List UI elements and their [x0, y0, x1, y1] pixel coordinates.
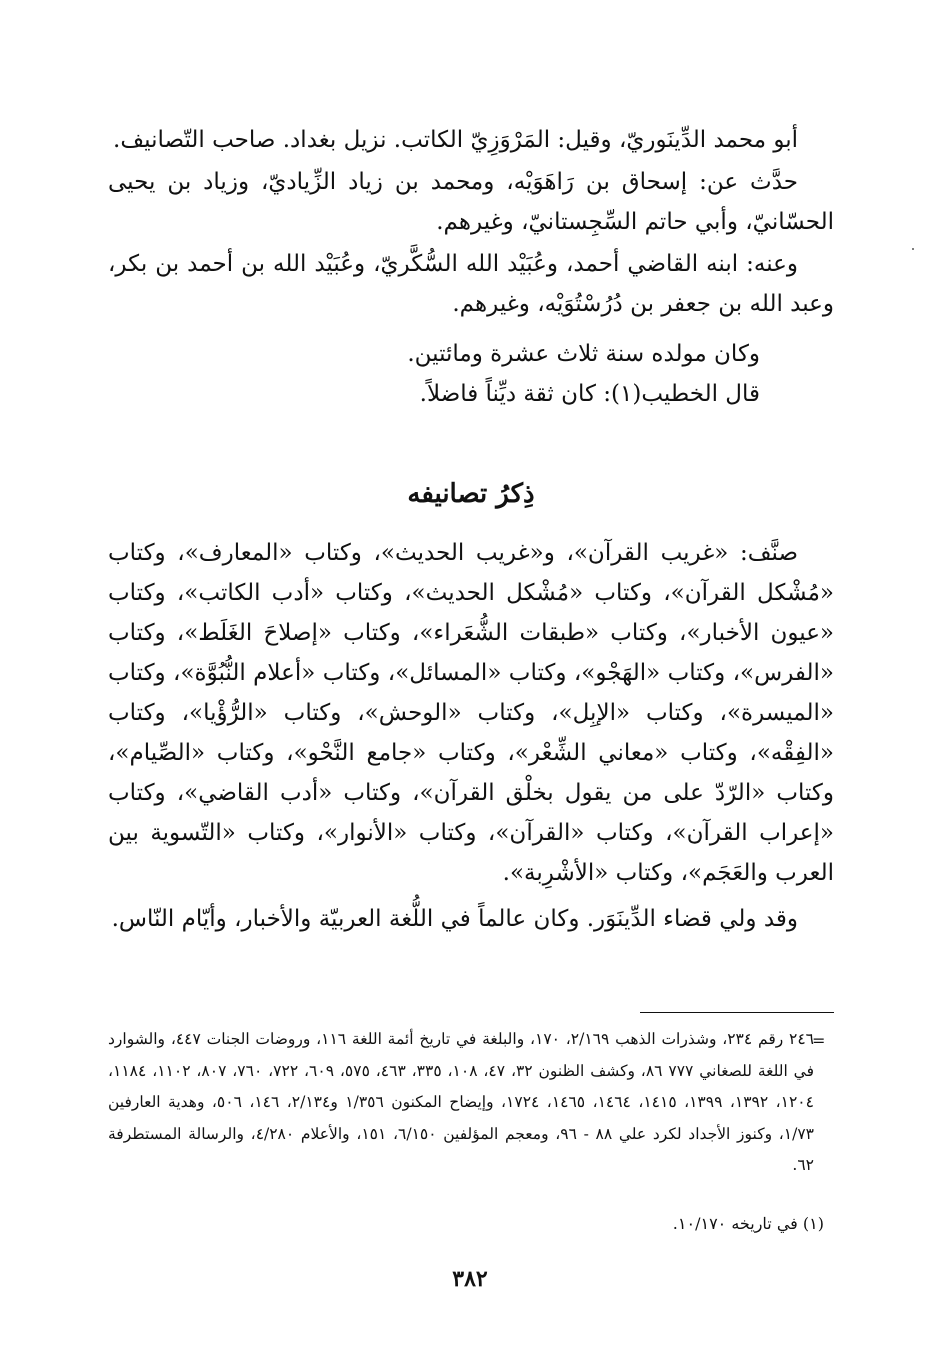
scan-speck [912, 248, 914, 250]
entry-intro: أبو محمد الدِّينَوريّ، وقيل: المَرْوَزِيّ الكاتب. نزيل بغداد. صاحب التّصانيف. [113, 127, 798, 153]
footnote-separator [640, 1012, 834, 1013]
works-paragraph: صنَّف: «غريب القرآن»، و«غريب الحديث»، وكتاب «المعارف»، وكتاب «مُشْكل القرآن»، وكتاب «مُشْكل الحديث»، وكتاب «أدب الكاتب»، وكتاب «عيون الأخبار»، وكتاب «طبقات الشُّعَراء»، وكتاب «إصلاحَ الغَلَط»، وكتاب «الفرس»، وكتاب «الهَجْو»، وكتاب «المسائل»، وكتاب «أعلام النُّبُوَّة»، وكتاب «الميسرة»، وكتاب «الإبِل»، وكتاب «الوحش»، وكتاب «الرُّؤْيا»، وكتاب «الفِقْه»، وكتاب «معاني الشِّعْر»، وكتاب «جامع النَّحْو»، وكتاب «الصِّيام»، وكتاب «الرّدّ على من يقول بخلْق القرآن»، وكتاب «أدب القاضي»، وكتاب «إعراب القرآن»، وكتاب «القرآن»، وكتاب «الأنوار»، وكتاب «التّسوية بين العرب والعَجَم»، وكتاب «الأشْرِبة». [108, 540, 834, 886]
page-number: ٣٨٢ [452, 1266, 488, 1292]
footnote-continuation: ٢٤٦ رقم ٢٣٤، وشذرات الذهب ٢/١٦٩، ١٧٠، والبلغة في تاريخ أئمة اللغة ١١٦، وروضات الجنات ٤٤٧، والشوارد في اللغة للصغاني ٧٧٧ ٨٦، وكشف الظنون ٣٢، ٤٧، ١٠٨، ٣٣٥، ٤٦٣، ٥٧٥، ٦٠٩، ٧٢٢، ٧٦٠، ٨٠٧، ١١٠٢، ١١٨٤، ١٢٠٤، ١٣٩٢، ١٣٩٩، ١٤١٥، ١٤٦٤، ١٤٦٥، ١٧٢٤، وإيضاح المكنون ١/٣٥٦ و٢/١٣٤، ١٤٦، ٥٠٦، وهدية العارفين ١/٧٣، وكنوز الأجداد لكرد علي ٨٨ - ٩٦، ومعجم المؤلفين ٦/١٥٠، ١٥١، والأعلام ٤/٢٨٠، والرسالة المستطرفة ٦٢. [108, 1030, 815, 1174]
judgeship-paragraph: وقد ولي قضاء الدِّينَوَر. وكان عالماً في اللُّغة العربيّة والأخبار، وأيّام النّاس. [111, 906, 798, 932]
footnote-1: (١) في تاريخه ١٠/١٧٠. [672, 1214, 824, 1233]
entry-students: وعنه: ابنه القاضي أحمد، وعُبَيْد الله السُّكَّريّ، وعُبَيْد الله بن أحمد بن بكر، وعبد الله بن جعفر بن دُرُسْتُوَيْه، وغيرهم. [108, 251, 834, 317]
entry-birth: وكان مولده سنة ثلاث عشرة ومائتين. [407, 341, 760, 367]
entry-khatib-quote: قال الخطيب(١): كان ثقة ديِّناً فاضلاً. [419, 381, 760, 407]
works-block [108, 533, 834, 939]
footnote-continuation-marker: = [812, 1031, 826, 1050]
section-heading: ذِكرُ تصانيفه [407, 479, 535, 509]
biography-block [108, 120, 834, 414]
entry-teachers: حدَّث عن: إسحاق بن رَاهَوَيْه، ومحمد بن زياد الزِّياديّ، وزياد بن يحيى الحسّانيّ، وأبي حاتم السِّجِستانيّ، وغيرهم. [108, 169, 834, 235]
